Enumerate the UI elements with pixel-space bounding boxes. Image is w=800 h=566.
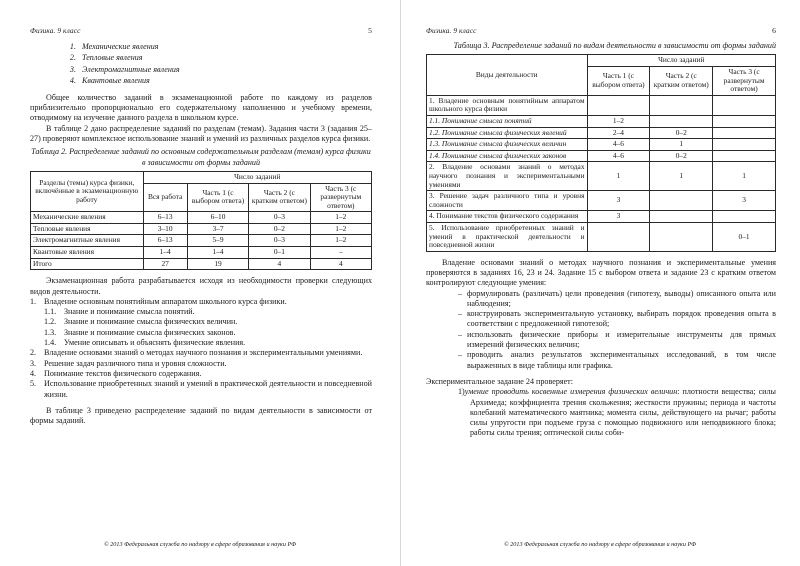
list-item: 1. Механические явления: [78, 41, 372, 52]
table3-col-part1: Часть 1 (с выбором ответа): [587, 67, 650, 96]
item-text: Умение описывать и объяснять физические явления.: [64, 338, 246, 348]
table-distribution-by-content: [30, 171, 372, 270]
item-text: Знание и понимание смысла физических величин.: [64, 317, 238, 327]
table3-col-part3: Часть 3 (с развернутым ответом): [713, 67, 776, 96]
item-number: 1.4.: [44, 338, 57, 348]
cell-value: 1: [713, 162, 776, 191]
cell-value: 2–4: [587, 127, 650, 139]
cell-value: 4–6: [587, 150, 650, 162]
table-row: [31, 258, 372, 270]
cell-value: [650, 95, 713, 115]
cell-value: 3: [587, 211, 650, 223]
cell-value: 1–2: [310, 212, 371, 224]
paragraph-total-tasks: Общее количество заданий в экзаменационной работе по каждому из разделов приблизительно пропорционально его содержательному наполнению и учебному времени, отводимому на изучение данного раздела в школьном курсе.: [30, 92, 372, 123]
list-item: [30, 328, 372, 338]
table-row: [427, 115, 776, 127]
item-text: Знание и понимание смысла физических законов.: [64, 327, 236, 337]
cell-value: 1–2: [587, 115, 650, 127]
activities-list: [30, 297, 372, 400]
cell-value: [587, 222, 650, 251]
row-label: Итого: [31, 258, 144, 270]
running-head-title: Физика. 9 класс: [426, 26, 477, 35]
cell-value: 0–3: [249, 235, 310, 247]
skills-list: [426, 289, 776, 371]
cell-value: 0–2: [650, 127, 713, 139]
cell-value: 6–10: [187, 212, 248, 224]
table-row: [427, 191, 776, 211]
table-row: [427, 150, 776, 162]
list-item: [30, 348, 372, 358]
cell-value: 1: [650, 162, 713, 191]
table2-col-part2: Часть 2 (с кратким ответом): [249, 183, 310, 212]
table-row: [427, 222, 776, 251]
cell-value: [650, 211, 713, 223]
item-number: 3.: [30, 358, 37, 368]
list-item: [30, 369, 372, 379]
row-label: 2. Владение основами знаний о методах научного познания и экспериментальными умениями: [427, 162, 588, 191]
cell-value: 1–4: [143, 247, 187, 259]
cell-value: 1–2: [310, 235, 371, 247]
dash-bullet-icon: –: [458, 309, 463, 319]
table2-header-sections: Разделы (темы) курса физики, включённые в экзаменационную работу: [31, 171, 144, 211]
item-text: использовать физические приборы и измерительные инструменты для прямых измерений физических величин;: [467, 329, 776, 350]
table2-col-whole: Вся работа: [143, 183, 187, 212]
page-footer: © 2013 Федеральная служба по надзору в сфере образования и науки РФ: [103, 541, 297, 548]
page-number: 6: [772, 26, 776, 35]
cell-value: 1: [650, 139, 713, 151]
running-head-left: [30, 26, 372, 35]
paragraph-table3-intro: В таблице 3 приведено распределение заданий по видам деятельности в зависимости от формы заданий.: [30, 405, 372, 426]
cell-value: 3–10: [143, 223, 187, 235]
cell-value: 3–7: [187, 223, 248, 235]
cell-value: 1: [587, 162, 650, 191]
row-label: 1.4. Понимание смысла физических законов: [427, 150, 588, 162]
table-header-row: [427, 55, 776, 67]
list-item: 2. Тепловые явления: [78, 52, 372, 63]
list-item: [30, 338, 372, 348]
item-number: 5.: [30, 379, 37, 389]
dash-bullet-icon: –: [458, 329, 463, 339]
cell-value: 19: [187, 258, 248, 270]
page-footer: © 2013 Федеральная служба по надзору в сфере образования и науки РФ: [503, 541, 697, 548]
row-label: 1.1. Понимание смысла понятий: [427, 115, 588, 127]
list-item: [30, 297, 372, 307]
cell-value: [650, 222, 713, 251]
item-number: 1.: [30, 296, 37, 306]
page-divider: [400, 0, 401, 566]
item-text: Владение основным понятийным аппаратом школьного курса физики.: [44, 296, 287, 306]
cell-value: [713, 115, 776, 127]
paragraph-methods-intro: Владение основами знаний о методах научного познания и экспериментальные умения проверяются в заданиях 16, 23 и 24. Задание 15 с выбором ответа и задание 23 с кратким ответом контролируют следующие умения:: [426, 257, 776, 288]
cell-value: 27: [143, 258, 187, 270]
item-number: 2.: [30, 348, 37, 358]
row-label: 1.3. Понимание смысла физических величин: [427, 139, 588, 151]
table-row: [31, 247, 372, 259]
table3-header-activities: Виды деятельности: [427, 55, 588, 95]
cell-value: 0–2: [249, 223, 310, 235]
cell-value: 1–4: [187, 247, 248, 259]
table-header-row: [31, 171, 372, 183]
cell-value: [587, 95, 650, 115]
table3-header-count: Число заданий: [587, 55, 775, 67]
table-row: [427, 162, 776, 191]
row-label: Электромагнитные явления: [31, 235, 144, 247]
list-item: [30, 379, 372, 400]
cell-value: 0–1: [249, 247, 310, 259]
experimental-task-item: [426, 387, 776, 438]
cell-value: 5–9: [187, 235, 248, 247]
item-text-emphasis: умение проводить косвенные измерения физических величин: [464, 387, 678, 397]
topic-list: [30, 41, 372, 87]
cell-value: 0–1: [713, 222, 776, 251]
cell-value: 3: [587, 191, 650, 211]
item-number: 1.1.: [44, 307, 57, 317]
item-text: Знание и понимание смысла понятий.: [64, 307, 195, 317]
row-label: 1.2. Понимание смысла физических явлений: [427, 127, 588, 139]
list-item: [30, 307, 372, 317]
row-label: Тепловые явления: [31, 223, 144, 235]
row-label: 1. Владение основным понятийным аппаратом школьного курса физики: [427, 95, 588, 115]
table-row: [31, 212, 372, 224]
list-item: [458, 309, 776, 330]
item-text: Решение задач различного типа и уровня сложности.: [44, 358, 227, 368]
list-item: [458, 289, 776, 310]
table2-header-count: Число заданий: [143, 171, 371, 183]
list-item: [30, 359, 372, 369]
cell-value: 4–6: [587, 139, 650, 151]
page-right: [400, 0, 800, 566]
cell-value: 4: [310, 258, 371, 270]
dash-bullet-icon: –: [458, 350, 463, 360]
table2-col-part1: Часть 1 (с выбором ответа): [187, 183, 248, 212]
cell-value: 3: [713, 191, 776, 211]
list-item: 3. Электромагнитные явления: [78, 64, 372, 75]
table3-caption: Таблица 3. Распределение заданий по видам деятельности в зависимости от формы заданий: [453, 41, 776, 50]
cell-value: [713, 95, 776, 115]
cell-value: 6–13: [143, 212, 187, 224]
running-head-title: Физика. 9 класс: [30, 26, 81, 35]
item-text: Понимание текстов физического содержания.: [44, 368, 202, 378]
cell-value: [713, 150, 776, 162]
item-text: Владение основами знаний о методах научного познания и экспериментальными умениями.: [44, 348, 363, 358]
table2-col-part3: Часть 3 (с развернутым ответом): [310, 183, 371, 212]
row-label: 3. Решение задач различного типа и уровня сложности: [427, 191, 588, 211]
list-item: [30, 317, 372, 327]
item-number: 1): [458, 387, 465, 397]
item-text: Использование приобретенных знаний и умений в практической деятельности и повседневной жизни.: [44, 379, 372, 399]
table-row: [31, 223, 372, 235]
table-row: [427, 211, 776, 223]
cell-value: 0–2: [650, 150, 713, 162]
cell-value: 6–13: [143, 235, 187, 247]
table3-col-part2: Часть 2 (с кратким ответом): [650, 67, 713, 96]
table-distribution-by-activity: [426, 54, 776, 251]
paragraph-table2-intro: В таблице 2 дано распределение заданий по разделам (темам). Задания части 3 (задания 25–27) проверяют комплексное использование знаний и умений из различных разделов курса физики.: [30, 123, 372, 143]
cell-value: –: [310, 247, 371, 259]
cell-value: [650, 191, 713, 211]
table2-caption: Таблица 2. Распределение заданий по основным содержательным разделам (темам) курса физики в зависимости от формы заданий: [31, 147, 371, 167]
list-item: [458, 350, 776, 371]
table-row: [427, 95, 776, 115]
list-item: 4. Квантовые явления: [78, 75, 372, 86]
item-number: 1.3.: [44, 327, 57, 337]
item-text-rest: : плотности вещества; силы Архимеда; коэффициента трения скольжения; жесткости пружины; периода и частоты колебаний математического маятника; момента силы, действующего на рычаг; работы силы упругости при подъеме груза с помощью подвижного или неподвижного блока; работы силы трения; оптической силы соби-: [470, 387, 776, 438]
dash-bullet-icon: –: [458, 288, 463, 298]
cell-value: [713, 139, 776, 151]
cell-value: 4: [249, 258, 310, 270]
table-row: [427, 139, 776, 151]
running-head-right: [426, 26, 776, 35]
item-text: конструировать экспериментальную установку, выбирать порядок проведения опыта в соответствии с предложенной гипотезой;: [467, 309, 776, 329]
item-text: формулировать (различать) цели проведения (гипотезу, выводы) описанного опыта или наблюдения;: [467, 288, 776, 308]
table-row: [427, 127, 776, 139]
row-label: Механические явления: [31, 212, 144, 224]
cell-value: [650, 115, 713, 127]
item-text: проводить анализ результатов экспериментальных исследований, в том числе выраженных в виде таблицы или графика.: [467, 350, 776, 370]
row-label: 5. Использование приобретенных знаний и умений в практической деятельности и повседневной жизни: [427, 222, 588, 251]
item-number: 4.: [30, 368, 37, 378]
paragraph-activities-intro: Экзаменационная работа разрабатывается исходя из необходимости проверки следующих видов деятельности.: [30, 276, 372, 296]
list-item: [458, 330, 776, 351]
cell-value: 0–3: [249, 212, 310, 224]
table-row: [31, 235, 372, 247]
row-label: Квантовые явления: [31, 247, 144, 259]
cell-value: [713, 211, 776, 223]
experimental-task-lead: Экспериментальное задание 24 проверяет:: [426, 376, 573, 386]
page-number: 5: [368, 26, 372, 35]
item-number: 1.2.: [44, 317, 57, 327]
row-label: 4. Понимание текстов физического содержания: [427, 211, 588, 223]
cell-value: 1–2: [310, 223, 371, 235]
cell-value: [713, 127, 776, 139]
